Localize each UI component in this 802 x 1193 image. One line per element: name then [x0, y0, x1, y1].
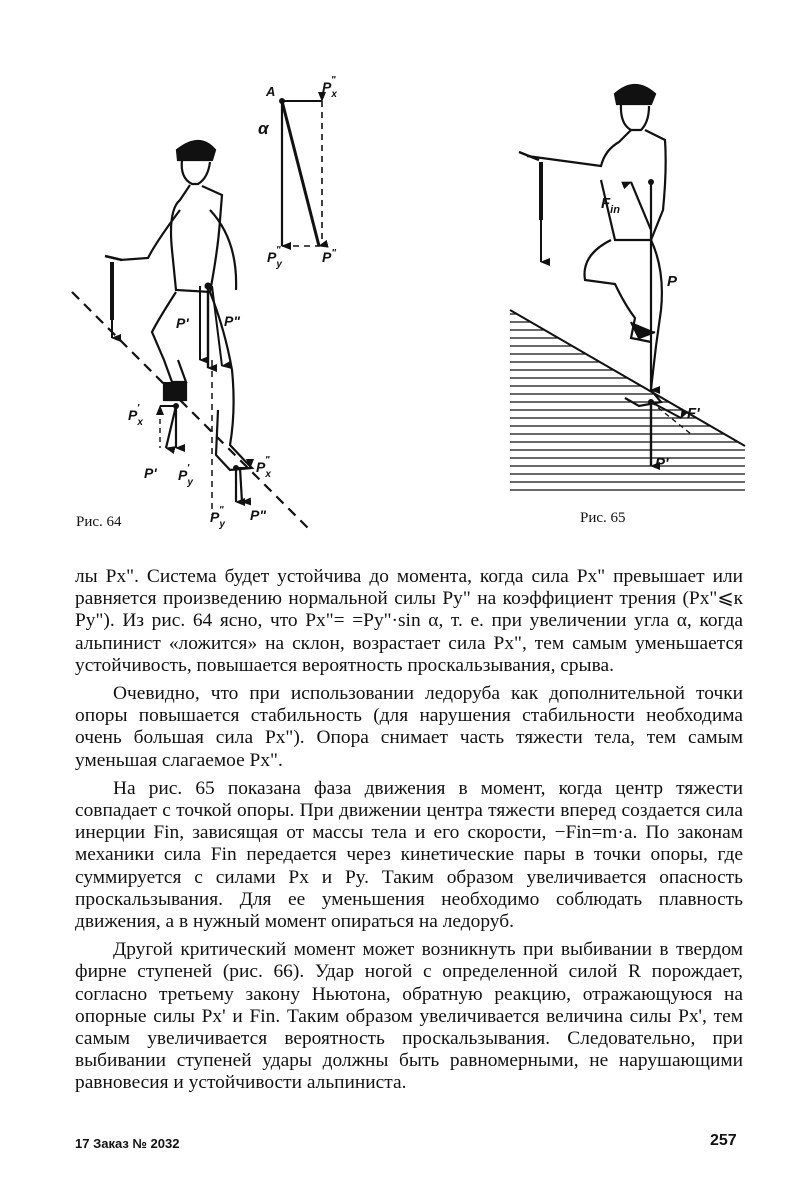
fig64-label-py-top: $P_y$" — [267, 245, 282, 270]
fig64-label-p-top: P" — [322, 248, 337, 265]
figure-65-caption: Рис. 65 — [580, 510, 626, 526]
figure-65 — [455, 70, 745, 500]
fig64-label-A: A — [266, 84, 276, 99]
fig64-label-p-prime: P' — [176, 315, 189, 331]
paragraph-4: Другой критический момент может возникнуть при выбивании в твердом фирне ступеней (рис. 66). Удар ногой с определенной силой R порождает, согласно третьему закону Ньютона, обратную реакцию, отражающуюся на опорные силы Px' и Fin. Таким образом увеличивается величина силы Px', тем самым увеличивается вероятность проскальзывания. Следовательно, при выбивании ступеней удары должны быть равномерными, не нарушающими равновесия и устойчивости альпиниста. — [75, 939, 743, 1094]
fig65-label-p-prime: P' — [655, 455, 669, 472]
body-text — [75, 566, 743, 1101]
page-number: 257 — [710, 1132, 737, 1149]
print-signature: 17 Заказ № 2032 — [75, 1136, 180, 1151]
fig64-label-py-dprime: $P_y$" — [210, 505, 225, 530]
fig64-label-px-top: $P_x$" — [322, 75, 337, 100]
paragraph-3: На рис. 65 показана фаза движения в момент, когда центр тяжести совпадает с точкой опоры. При движении центра тяжести вперед создается сила инерции Fin, зависящая от массы тела и его скорости, −Fin=m·a. По законам механики сила Fin передается через кинетические пары в точки опоры, где суммируется с силами Px и Py. Таким образом увеличивается опасность проскальзывания. Для ее уменьшения необходимо соблюдать плавность движения, а в нужный момент опираться на ледоруб. — [75, 777, 743, 933]
fig64-label-px-prime: $P_x'$ — [128, 403, 143, 428]
fig65-label-f-prime: F' — [687, 405, 700, 422]
paragraph-1: лы Px". Система будет устойчива до момента, когда сила Px" превышает или равняется произведению нормальной силы Py" на коэффициент трения (Px"⩽к Py"). Из рис. 64 ясно, что Px"= =Py"·sin α, т. е. при увеличении угла α, когда альпинист «ложится» на склон, возрастает сила Px", тем самым уменьшается устойчивость, повышается вероятность проскальзывания, срыва. — [75, 566, 743, 676]
fig64-label-p-dprime: P" — [224, 313, 240, 329]
fig64-label-py-prime: $P_y'$ — [178, 463, 193, 488]
slope-hatching — [510, 314, 745, 490]
figure-65-illustration — [455, 70, 745, 500]
figure-64 — [60, 70, 337, 540]
fig64-label-p-prime-bottom: P' — [144, 465, 157, 481]
figure-64-caption: Рис. 64 — [76, 514, 122, 530]
figure-64-illustration — [60, 70, 337, 540]
fig64-label-alpha: α — [258, 119, 269, 138]
fig65-label-fin: $F_{in}$ — [601, 195, 620, 216]
fig65-label-p: P — [667, 273, 678, 290]
fig64-label-px-dprime: $P_x$" — [256, 455, 271, 480]
paragraph-2: Очевидно, что при использовании ледоруба как дополнительной точки опоры повышается стабильность (для нарушения стабильности необходима очень большая сила Px"). Опора снимает часть тяжести тела, тем самым уменьшая слагаемое Px". — [75, 683, 743, 771]
fig64-label-p-dprime-bottom: P" — [250, 507, 266, 523]
